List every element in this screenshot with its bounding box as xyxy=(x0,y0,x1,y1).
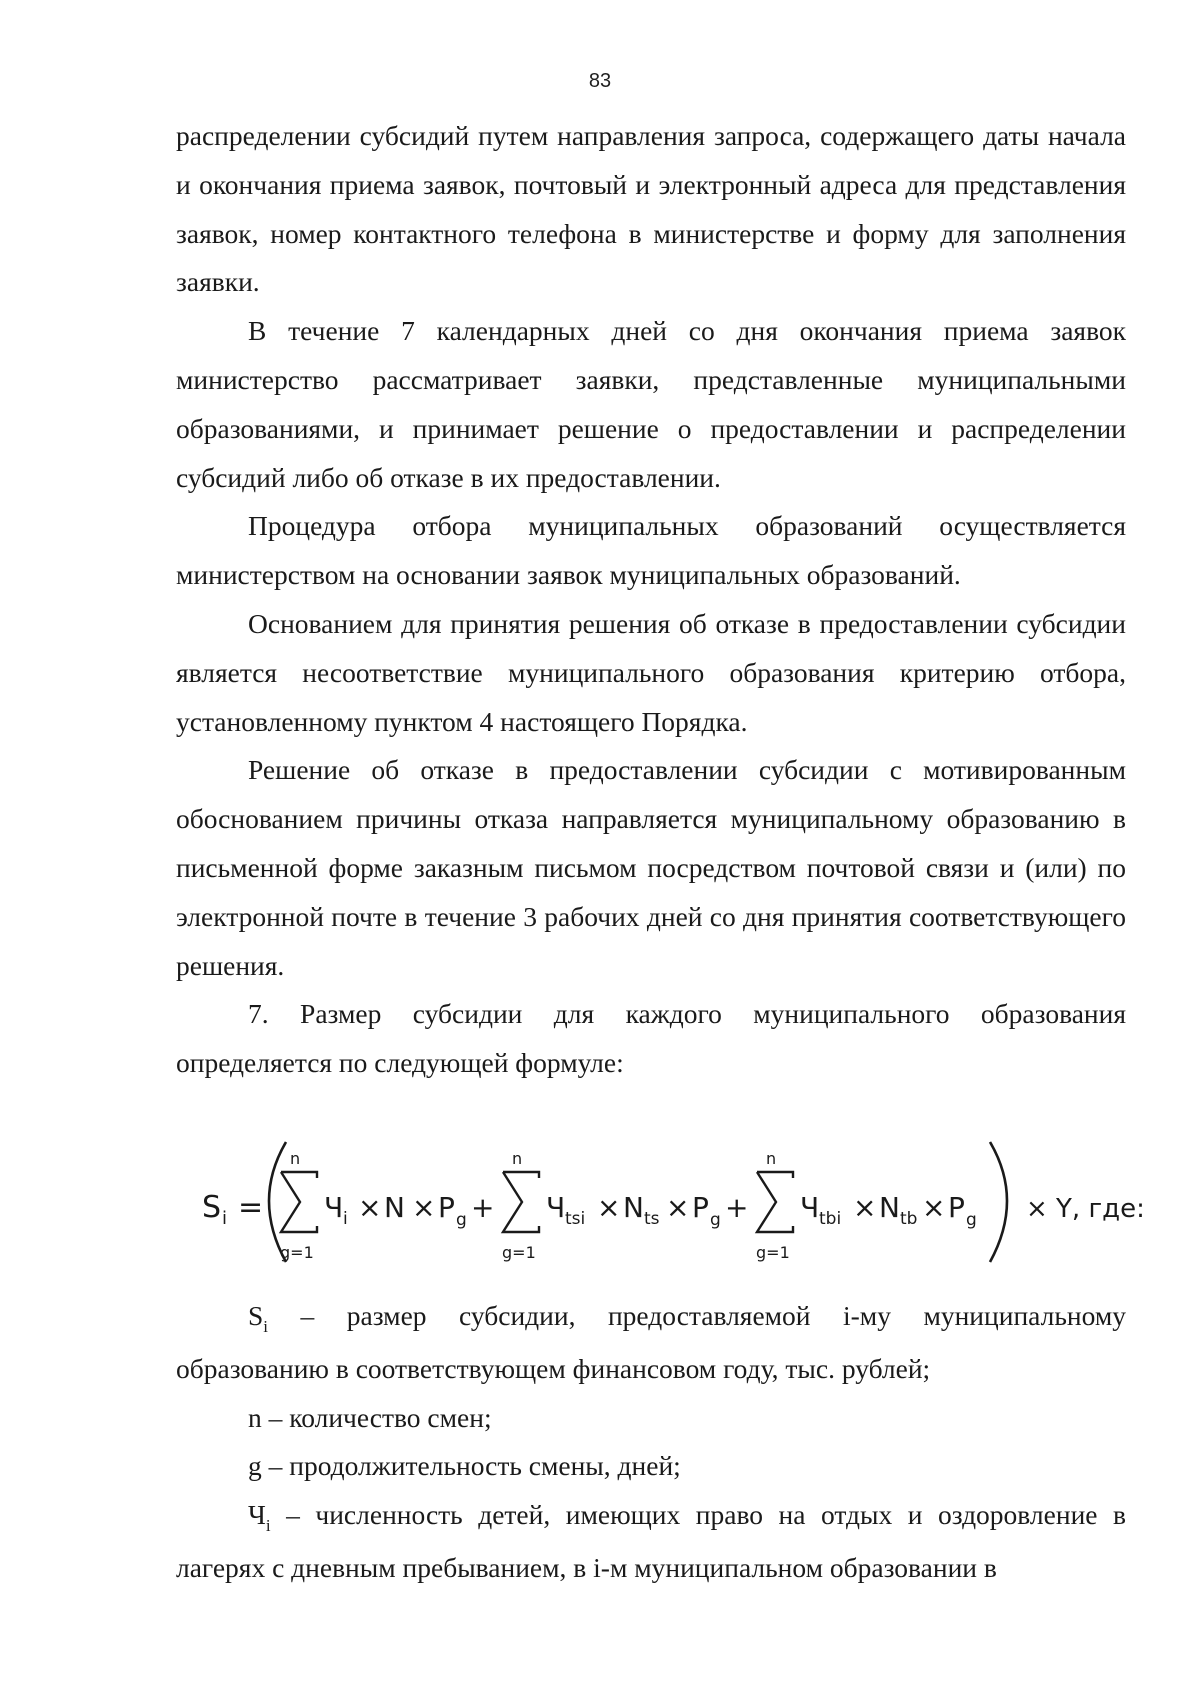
term3: Ч xyxy=(800,1191,820,1224)
definition-s xyxy=(176,1292,1126,1394)
paragraph-1: распределении субсидий путем направления запроса, содержащего даты начала и окончания приема заявок, почтовый и электронный адреса для представления заявок, номер контактного телефона в министерстве и форму для заполнения заявки. xyxy=(176,120,1126,298)
sum3-sigma xyxy=(757,1172,793,1232)
sum1-lower: g=1 xyxy=(280,1243,314,1262)
sum3-upper: n xyxy=(766,1149,777,1168)
plus-2: + xyxy=(725,1191,749,1224)
sum2-upper: n xyxy=(512,1149,523,1168)
times-4: × xyxy=(666,1191,690,1224)
times-3: × xyxy=(597,1191,621,1224)
term2-sub: tsi xyxy=(565,1209,586,1229)
definitions xyxy=(176,1292,1126,1593)
p3: P xyxy=(948,1191,965,1224)
right-paren xyxy=(990,1142,1007,1262)
formula-tail: × Y, где: xyxy=(1026,1194,1145,1224)
def-ch-symbol: Ч xyxy=(248,1499,266,1531)
paragraph-5: Решение об отказе в предоставлении субсидии с мотивированным обоснованием причины отказа направляется муниципальному образованию в письменной форме заказным письмом посредством почтовой связи и (или) по электронной почте в течение 3 рабочих дней со дня принятия соответствующего решения. xyxy=(176,754,1126,981)
sum1-sigma xyxy=(281,1172,317,1232)
paragraph-2: В течение 7 календарных дней со дня окончания приема заявок министерство рассматривает заявки, представленные муниципальными образованиями, и принимает решение о предоставлении и распределении субсидий либо об отказе в их предоставлении. xyxy=(176,315,1126,493)
body-text xyxy=(176,112,1126,1088)
times-6: × xyxy=(922,1191,946,1224)
def-ch-text: – численность детей, имеющих право на отдых и оздоровление в лагерях с дневным пребыванием, в i-м муниципальном образовании в xyxy=(176,1499,1126,1583)
term3-sub: tbi xyxy=(819,1209,842,1229)
def-s-sub: i xyxy=(263,1317,269,1336)
plus-1: + xyxy=(471,1191,495,1224)
def-s-text: – размер субсидии, предоставляемой i-му муниципальному образованию в соответствующем финансовом году, тыс. рублей; xyxy=(176,1300,1126,1384)
n2: N xyxy=(623,1191,644,1224)
p2-sub: g xyxy=(710,1210,721,1230)
term1: Ч xyxy=(324,1191,344,1224)
subsidy-formula xyxy=(200,1128,1145,1278)
formula-lhs-sub: i xyxy=(222,1208,228,1229)
p2: P xyxy=(692,1191,709,1224)
p3-sub: g xyxy=(966,1210,977,1230)
paragraph-3: Процедура отбора муниципальных образований осуществляется министерством на основании заявок муниципальных образований. xyxy=(176,510,1126,591)
n3: N xyxy=(879,1191,900,1224)
def-ch-sub: i xyxy=(265,1516,271,1536)
definition-n: n – количество смен; xyxy=(248,1401,492,1433)
page-number: 83 xyxy=(588,70,612,92)
definition-g: g – продолжительность смены, дней; xyxy=(248,1450,681,1482)
p1-sub: g xyxy=(456,1210,467,1230)
sum2-lower: g=1 xyxy=(502,1243,536,1262)
term2: Ч xyxy=(546,1191,566,1224)
sum2-sigma xyxy=(503,1172,539,1232)
p1: P xyxy=(438,1191,455,1224)
n3-sub: tb xyxy=(900,1209,918,1229)
n1: N xyxy=(384,1191,405,1224)
paragraph-6: 7. Размер субсидии для каждого муниципального образования определяется по следующей формуле: xyxy=(176,998,1126,1079)
formula-equals: = xyxy=(238,1190,264,1225)
term1-sub: i xyxy=(343,1209,348,1229)
sum1-upper: n xyxy=(290,1149,301,1168)
sum3-lower: g=1 xyxy=(756,1243,790,1262)
def-s-symbol: S xyxy=(248,1300,264,1331)
times-1: × xyxy=(358,1191,382,1224)
definition-ch xyxy=(176,1491,1126,1593)
formula-lhs: S xyxy=(202,1190,222,1225)
paragraph-4: Основанием для принятия решения об отказе в предоставлении субсидии является несоответствие муниципального образования критерию отбора, установленному пунктом 4 настоящего Порядка. xyxy=(176,607,1126,737)
times-5: × xyxy=(853,1191,877,1224)
times-2: × xyxy=(412,1191,436,1224)
n2-sub: ts xyxy=(644,1209,660,1229)
